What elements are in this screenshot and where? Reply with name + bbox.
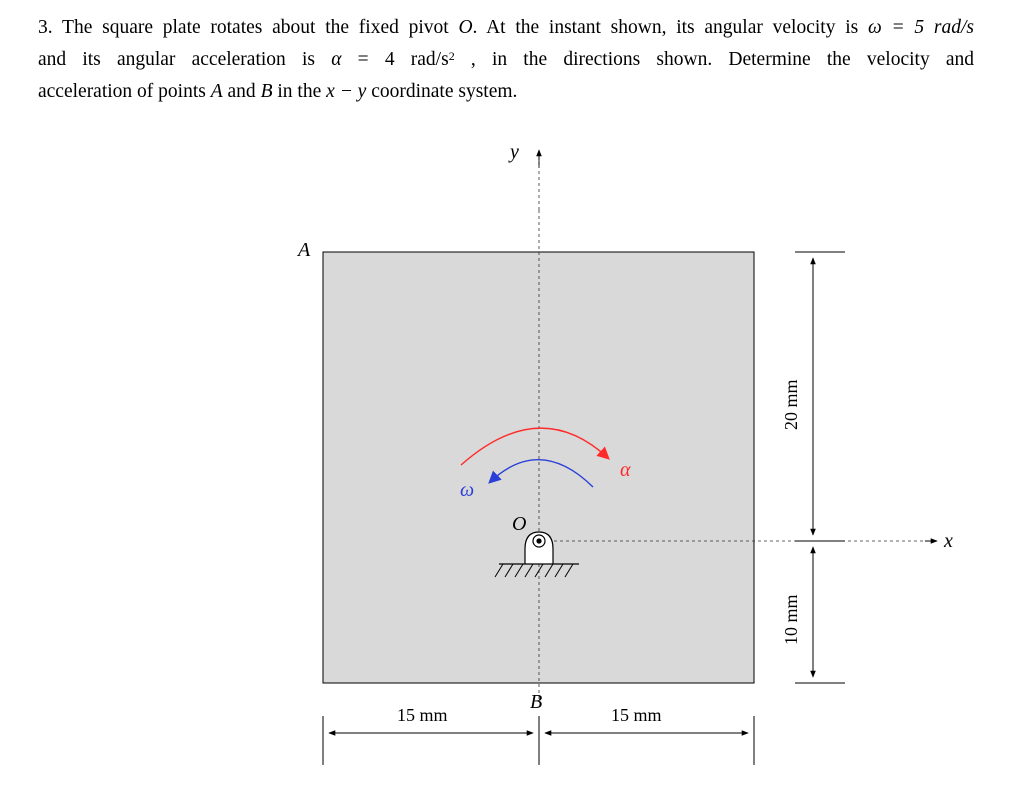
problem-line-1: 3. The square plate rotates about the fixed pivot O. At the instant shown, its angular velocity is ω = 5 rad/s (38, 17, 974, 38)
square-plate (323, 252, 754, 683)
point-a-label: A (298, 239, 311, 261)
dim-lower-label: 10 mm (781, 594, 801, 645)
pivot-symbol: O (458, 17, 473, 38)
omega-value: ω = 5 rad/s (867, 17, 974, 38)
dim-upper-label: 20 mm (781, 379, 801, 430)
omega-label: ω (460, 479, 475, 501)
dim-left-label: 15 mm (397, 705, 448, 725)
alpha-value: = 4 rad/s (357, 49, 449, 70)
x-axis-label: x (944, 530, 953, 552)
point-b-label: B (530, 691, 543, 713)
dimension-bottom (323, 716, 754, 765)
dimension-right (795, 252, 845, 683)
problem-line-3: acceleration of points A and B in the x − y coordinate system. (38, 81, 518, 102)
problem-line-2: and its angular acceleration is α = 4 rad/$s^2$ , in the directions shown. Determine the velocity and (38, 49, 975, 70)
pivot-label: O (512, 513, 527, 535)
y-axis-label: y (510, 141, 519, 163)
dim-right-label: 15 mm (611, 705, 662, 725)
alpha-label: α (620, 459, 631, 481)
